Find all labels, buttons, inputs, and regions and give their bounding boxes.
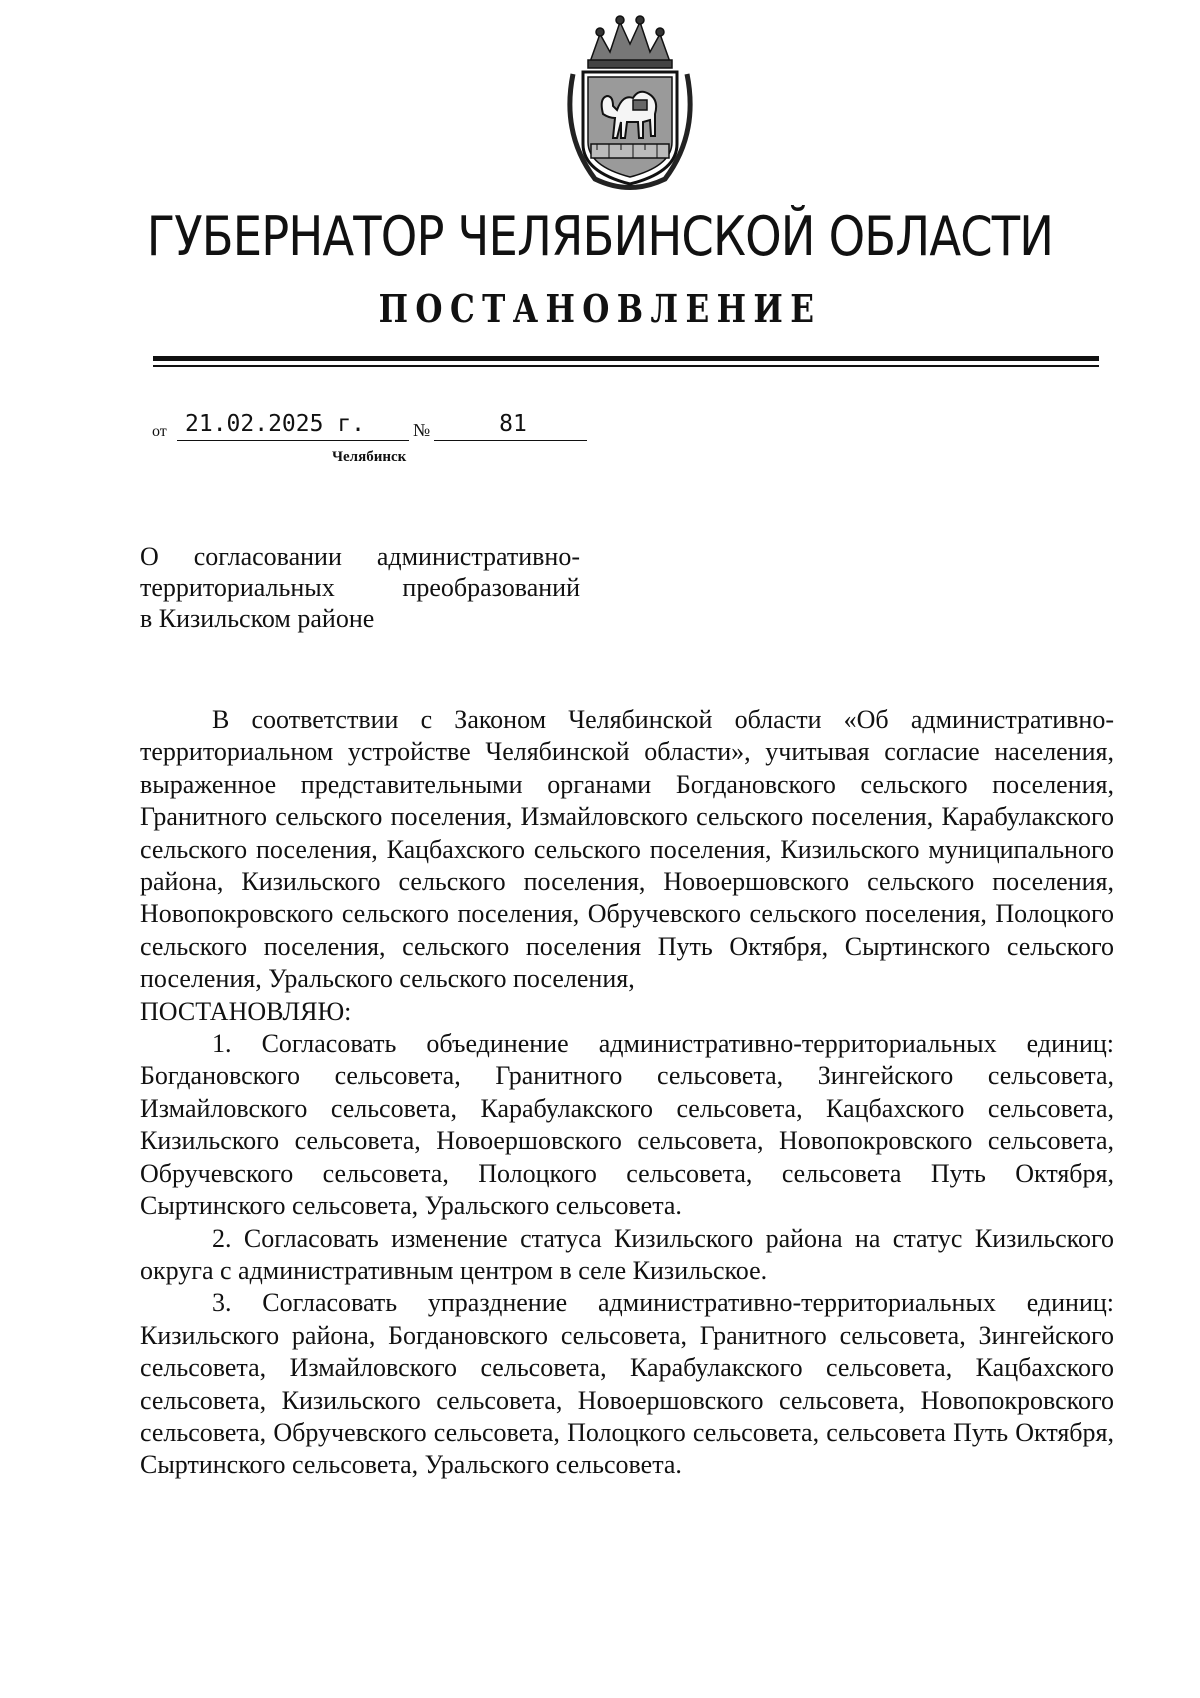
document-subject <box>140 541 580 634</box>
header-divider-thick <box>153 356 1099 361</box>
issuing-authority: ГУБЕРНАТОР ЧЕЛЯБИНСКОЙ ОБЛАСТИ <box>146 205 1054 268</box>
issue-city: Челябинск <box>332 449 407 465</box>
document-type: ПОСТАНОВЛЕНИЕ <box>378 286 822 331</box>
header-divider-thin <box>153 365 1099 367</box>
document-date: 21.02.2025 г. <box>177 411 557 441</box>
preamble-paragraph: В соответствии с Законом Челябинской области «Об административно-территориальном устройстве Челябинской области», учитывая согласие населения, выраженное представительными органами Богдановского сельского поселения, Гранитного сельского поселения, Измайловского сельского поселения, Карабулакского сельского поселения, Кацбахского сельского поселения, Кизильского муниципального района, Кизильского сельского поселения, Новоершовского сельского поселения, Новопокровского сельского поселения, Обручевского сельского поселения, Полоцкого сельского поселения, сельского поселения Путь Октября, Сыртинского сельского поселения, Уральского сельского поселения, <box>140 705 1114 994</box>
number-sign-label: № <box>409 420 434 441</box>
subject-line: территориальных преобразований <box>140 573 580 602</box>
resolution-keyword: ПОСТАНОВЛЯЮ: <box>140 996 352 1026</box>
clause-paragraph: 1. Согласовать объединение административно-территориальных единиц: Богдановского сельсовета, Гранитного сельсовета, Зингейского сельсовета, Измайловского сельсовета, Карабулакского сельсовета, Кацбахского сельсовета, Кизильского сельсовета, Новоершовского сельсовета, Новопокровского сельсовета, Обручевского сельсовета, Полоцкого сельсовета, сельсовета Путь Октября, Сыртинского сельсовета, Уральского сельсовета. <box>140 1029 1114 1221</box>
date-prefix-label: от <box>152 423 167 440</box>
subject-line: в Кизильском районе <box>140 604 375 633</box>
subject-line: О согласовании административно- <box>140 542 580 571</box>
clause-paragraph: 2. Согласовать изменение статуса Кизильского района на статус Кизильского округа с административным центром в селе Кизильское. <box>140 1223 1114 1285</box>
document-number: 81 <box>439 411 587 441</box>
coat-of-arms-icon <box>555 14 705 194</box>
document-body <box>140 704 1114 1482</box>
clause-paragraph: 3. Согласовать упразднение административно-территориальных единиц: Кизильского района, Богдановского сельсовета, Гранитного сельсовета, Зингейского сельсовета, Измайловского сельсовета, Карабулакского сельсовета, Кацбахского сельсовета, Кизильского сельсовета, Новоершовского сельсовета, Новопокровского сельсовета, Обручевского сельсовета, Полоцкого сельсовета, сельсовета Путь Октября, Сыртинского сельсовета, Уральского сельсовета. <box>140 1288 1114 1480</box>
